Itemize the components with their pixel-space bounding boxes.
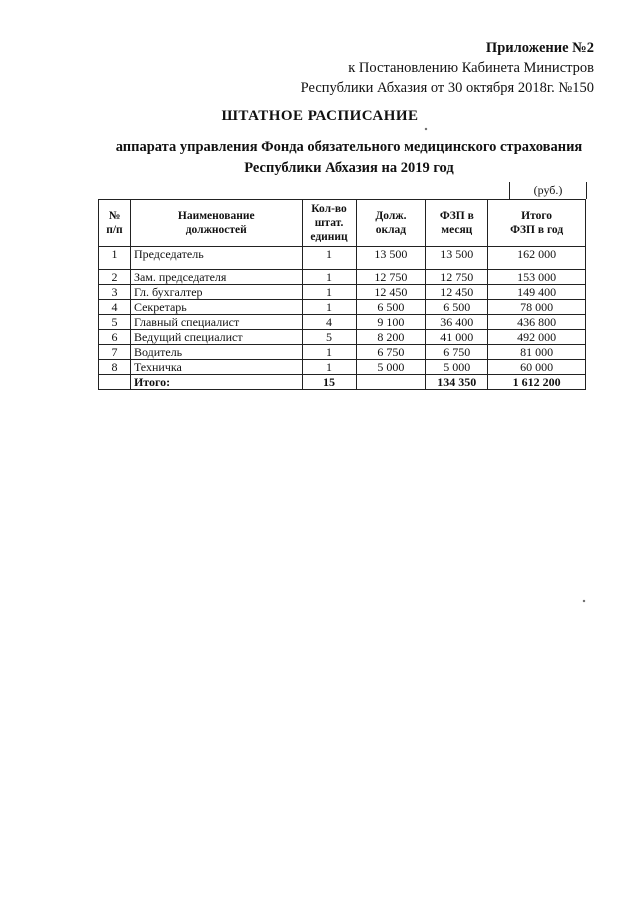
cell-salary: 6 500 [356, 300, 426, 315]
cell-yearly: 78 000 [488, 300, 586, 315]
header-yearly: Итого ФЗП в год [488, 200, 586, 247]
cell-salary: 8 200 [356, 330, 426, 345]
cell-salary: 6 750 [356, 345, 426, 360]
cell-num: 4 [99, 300, 131, 315]
cell-salary: 12 750 [356, 270, 426, 285]
total-count: 15 [302, 375, 356, 390]
cell-position: Зам. председателя [130, 270, 302, 285]
cell-count: 1 [302, 270, 356, 285]
cell-monthly: 6 500 [426, 300, 488, 315]
cell-monthly: 5 000 [426, 360, 488, 375]
cell-position: Председатель [130, 247, 302, 270]
cell-num: 6 [99, 330, 131, 345]
header-position: Наименование должностей [130, 200, 302, 247]
staff-table [98, 199, 586, 390]
cell-yearly: 60 000 [488, 360, 586, 375]
appendix-label: Приложение №2 [485, 40, 594, 56]
header-count: Кол-во штат. единиц [302, 200, 356, 247]
header-monthly: ФЗП в месяц [426, 200, 488, 247]
table-row [99, 247, 586, 270]
cell-yearly: 492 000 [488, 330, 586, 345]
cell-num: 3 [99, 285, 131, 300]
cell-monthly: 41 000 [426, 330, 488, 345]
cell-position: Гл. бухгалтер [130, 285, 302, 300]
table-header-row [99, 200, 586, 247]
table-row [99, 285, 586, 300]
total-empty-cell [99, 375, 131, 390]
table-row [99, 345, 586, 360]
total-yearly: 1 612 200 [488, 375, 586, 390]
cell-count: 4 [302, 315, 356, 330]
cell-count: 1 [302, 285, 356, 300]
total-monthly: 134 350 [426, 375, 488, 390]
header-line-1: к Постановлению Кабинета Министров [348, 60, 594, 76]
table-total-row [99, 375, 586, 390]
cell-salary: 5 000 [356, 360, 426, 375]
document-subtitle [86, 137, 612, 179]
cell-count: 1 [302, 247, 356, 270]
table-row [99, 360, 586, 375]
cell-monthly: 12 450 [426, 285, 488, 300]
cell-num: 2 [99, 270, 131, 285]
subtitle-line-1: аппарата управления Фонда обязательного медицинского страхования [115, 139, 583, 155]
cell-num: 7 [99, 345, 131, 360]
currency-note: (руб.) [509, 182, 587, 199]
cell-yearly: 81 000 [488, 345, 586, 360]
total-salary-empty [356, 375, 426, 390]
cell-count: 1 [302, 360, 356, 375]
document-title: ШТАТНОЕ РАСПИСАНИЕ [221, 108, 419, 124]
scan-speck [425, 128, 428, 131]
cell-position: Водитель [130, 345, 302, 360]
cell-salary: 9 100 [356, 315, 426, 330]
table-row [99, 300, 586, 315]
header-line-2: Республики Абхазия от 30 октября 2018г. №150 [300, 80, 594, 96]
cell-yearly: 149 400 [488, 285, 586, 300]
cell-count: 5 [302, 330, 356, 345]
cell-monthly: 13 500 [426, 247, 488, 270]
document-header [301, 38, 594, 98]
cell-count: 1 [302, 345, 356, 360]
header-num: № п/п [99, 200, 131, 247]
table-row [99, 315, 586, 330]
cell-monthly: 36 400 [426, 315, 488, 330]
cell-count: 1 [302, 300, 356, 315]
cell-position: Ведущий специалист [130, 330, 302, 345]
cell-monthly: 12 750 [426, 270, 488, 285]
subtitle-line-2: Республики Абхазия на 2019 год [244, 160, 454, 176]
cell-monthly: 6 750 [426, 345, 488, 360]
total-label: Итого: [130, 375, 302, 390]
cell-yearly: 162 000 [488, 247, 586, 270]
cell-yearly: 153 000 [488, 270, 586, 285]
cell-num: 8 [99, 360, 131, 375]
cell-num: 5 [99, 315, 131, 330]
scan-speck [583, 600, 586, 603]
cell-salary: 12 450 [356, 285, 426, 300]
cell-salary: 13 500 [356, 247, 426, 270]
table-row [99, 330, 586, 345]
cell-position: Секретарь [130, 300, 302, 315]
cell-yearly: 436 800 [488, 315, 586, 330]
table-row [99, 270, 586, 285]
cell-position: Главный специалист [130, 315, 302, 330]
cell-position: Техничка [130, 360, 302, 375]
header-salary: Долж. оклад [356, 200, 426, 247]
cell-num: 1 [99, 247, 131, 270]
